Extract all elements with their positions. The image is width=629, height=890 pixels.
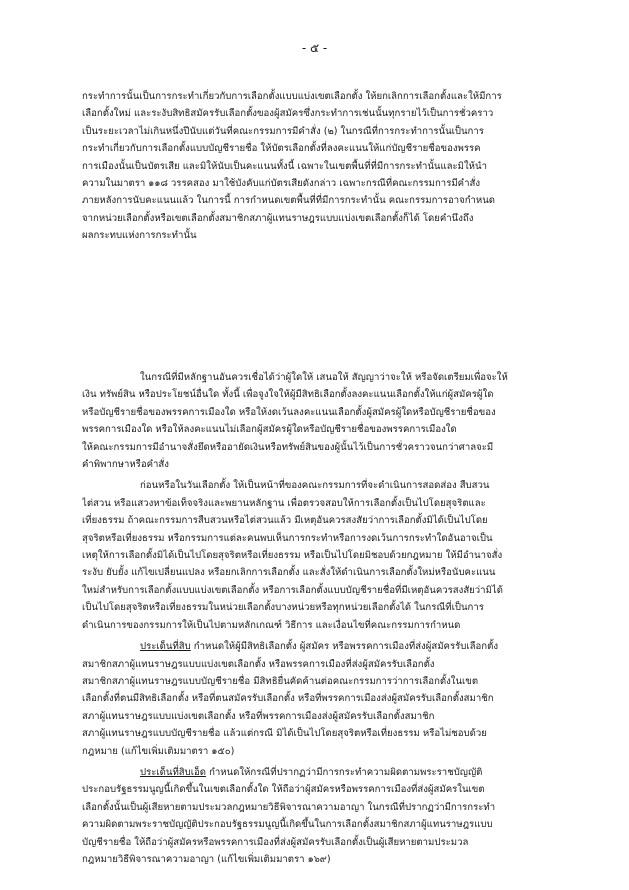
text-line: เป็นระยะเวลาไม่เกินหนึ่งปีนับแต่วันที่คณะกรรมการมีคำสั่ง (๒) ในกรณีที่การกระทำการนั้นเป็นการ [82, 125, 484, 137]
text-line: กฎหมาย (แก้ไขเพิ่มเติมมาตรา ๑๕๐) [82, 745, 235, 757]
text-line: เหตุให้การเลือกตั้งมิได้เป็นไปโดยสุจริตหรือเที่ยงธรรม หรือเป็นไปโดยมิชอบด้วยกฎหมาย ให้มีอำนาจสั่ง [82, 550, 503, 562]
text-line: เลือกตั้งนั้นเป็นผู้เสียหายตามประมวลกฎหมายวิธีพิจารณาความอาญา ในกรณีที่ปรากฏว่ามีการกระทำ [82, 801, 496, 813]
issue-heading: ประเด็นที่สิบเอ็ด [140, 766, 207, 778]
issue-first-line-text: กำหนดให้กรณีที่ปรากฏว่ามีการกระทำความผิดตามพระราชบัญญัติ [206, 766, 483, 778]
text-line: ความในมาตรา ๑๑๘ วรรคสอง มาใช้บังคับแก่บัตรเสียดังกล่าว เฉพาะกรณีที่คณะกรรมการมีคำสั่ง [82, 178, 481, 190]
text-line: การเมืองนั้นเป็นบัตรเสีย และมิให้นับเป็นคะแนนทั้งนี้ เฉพาะในเขตพื้นที่ที่มีการกระทำนั้นและมิให้นำ [82, 160, 487, 172]
text-line: เที่ยงธรรม ถ้าคณะกรรมการสืบสวนหรือไต่สวนแล้ว มีเหตุอันควรสงสัยว่าการเลือกตั้งมิได้เป็นไปโดย [82, 515, 488, 527]
text-line: ก่อนหรือในวันเลือกตั้ง ให้เป็นหน้าที่ของคณะกรรมการที่จะดำเนินการสอดส่อง สืบสวน [140, 480, 490, 492]
paragraph-1 [82, 88, 577, 365]
text-line: จากหน่วยเลือกตั้งหรือเขตเลือกตั้งสมาชิกสภาผู้แทนราษฎรแบบแบ่งเขตเลือกตั้งก็ได้ โดยคำนึงถึง [82, 212, 474, 224]
text-line: พรรคการเมืองใด หรือให้ลงคะแนนไม่เลือกผู้สมัครผู้ใดหรือบัญชีรายชื่อของพรรคการเมืองใด [82, 424, 457, 436]
text-line: บัญชีรายชื่อ ให้ถือว่าผู้สมัครหรือพรรคการเมืองที่ส่งผู้สมัครรับเลือกตั้งเป็นผู้เสียหายตามประมวล [82, 836, 469, 848]
issue-first-line-text: กำหนดให้ผู้มีสิทธิเลือกตั้ง ผู้สมัคร หรือพรรคการเมืองที่ส่งผู้สมัครรับเลือกตั้ง [190, 641, 499, 653]
text-line: สภาผู้แทนราษฎรแบบแบ่งเขตเลือกตั้ง หรือที่พรรคการเมืองส่งผู้สมัครรับเลือกตั้งสมาชิก [82, 710, 435, 722]
text-line: ให้คณะกรรมการมีอำนาจสั่งยึดหรืออายัดเงินหรือทรัพย์สินของผู้นั้นไว้เป็นการชั่วคราวจนกว่าศาลจะมี [82, 441, 494, 453]
text-line: สมาชิกสภาผู้แทนราษฎรแบบบัญชีรายชื่อ มีสิทธิยื่นคัดค้านต่อคณะกรรมการว่าการเลือกตั้งในเขต [82, 675, 479, 687]
document-body [82, 88, 577, 870]
text-line: เลือกตั้งใหม่ และระงับสิทธิสมัครรับเลือกตั้งของผู้สมัครซึ่งกระทำการเช่นนั้นทุกรายไว้เป็นการชั่วคราว [82, 108, 494, 120]
text-line: ประกอบรัฐธรรมนูญนี้เกิดขึ้นในเขตเลือกตั้งใด ให้ถือว่าผู้สมัครหรือพรรคการเมืองที่ส่งผู้สมัครในเขต [82, 784, 485, 796]
text-line: ภายหลังการนับคะแนนแล้ว ในการนี้ การกำหนดเขตพื้นที่ที่มีการกระทำนั้น คณะกรรมการอาจกำหนด [82, 195, 496, 207]
text-line: ใหม่สำหรับการเลือกตั้งแบบแบ่งเขตเลือกตั้ง หรือการเลือกตั้งแบบบัญชีรายชื่อที่มีเหตุอันควรสงสัยว่ามิได้ [82, 584, 503, 596]
text-line: กระทำเกี่ยวกับการเลือกตั้งแบบบัญชีรายชื่อ ให้บัตรเลือกตั้งที่ลงคะแนนให้แก่บัญชีรายชื่อของพรรค [82, 143, 481, 155]
text-line: เป็นไปโดยสุจริตหรือเที่ยงธรรมในหน่วยเลือกตั้งบางหน่วยหรือทุกหน่วยเลือกตั้งได้ ในกรณีที่เป็นการ [82, 602, 484, 614]
paragraph-issue-10 [82, 638, 577, 760]
text-line: ในกรณีที่มีหลักฐานอันควรเชื่อได้ว่าผู้ใดให้ เสนอให้ สัญญาว่าจะให้ หรือจัดเตรียมเพื่อจะให้ [140, 372, 508, 383]
text-line: ระงับ ยับยั้ง แก้ไขเปลี่ยนแปลง หรือยกเลิกการเลือกตั้ง และสั่งให้ดำเนินการเลือกตั้งใหม่หรือนับคะแนน [82, 567, 496, 579]
text-line: สภาผู้แทนราษฎรแบบบัญชีรายชื่อ แล้วแต่กรณี มิได้เป็นไปโดยสุจริตหรือเที่ยงธรรม หรือไม่ชอบด้วย [82, 728, 487, 740]
text-line: ไต่สวน หรือแสวงหาข้อเท็จจริงและพยานหลักฐาน เพื่อตรวจสอบให้การเลือกตั้งเป็นไปโดยสุจริตและ [82, 497, 486, 509]
paragraph-issue-11 [82, 764, 577, 868]
text-line: สุจริตหรือเที่ยงธรรม หรือกรรมการแต่ละคนพบเห็นการกระทำหรือการงดเว้นการกระทำใดอันอาจเป็น [82, 532, 493, 544]
text-line: กระทำการนั้นเป็นการกระทำเกี่ยวกับการเลือกตั้งแบบแบ่งเขตเลือกตั้ง ให้ยกเลิกการเลือกตั้งและให้มีการ [82, 91, 502, 102]
issue-first-line [82, 638, 577, 655]
text-line: กฎหมายวิธีพิจารณาความอาญา (แก้ไขเพิ่มเติมมาตรา ๑๖๙) [82, 853, 331, 865]
text-line: เงิน ทรัพย์สิน หรือประโยชน์อื่นใด ทั้งนี้ เพื่อจูงใจให้ผู้มีสิทธิเลือกตั้งลงคะแนนเลือกตั้งให้แก่ผู้สมัครผู้ใด [82, 389, 494, 401]
issue-first-line [82, 764, 577, 781]
text-line: สมาชิกสภาผู้แทนราษฎรแบบแบ่งเขตเลือกตั้ง หรือพรรคการเมืองที่ส่งผู้สมัครรับเลือกตั้ง [82, 658, 435, 670]
text-line: ดำเนินการของกรรมการให้เป็นไปตามหลักเกณฑ์ วิธีการ และเงื่อนไขที่คณะกรรมการกำหนด [82, 619, 461, 631]
page-number: - ๕ - [301, 41, 328, 55]
text-line: คำพิพากษาหรือคำสั่ง [82, 459, 169, 471]
text-line: ผลกระทบแห่งการกระทำนั้น [82, 230, 197, 242]
text-line: เลือกตั้งที่ตนมีสิทธิเลือกตั้ง หรือที่ตนสมัครรับเลือกตั้ง หรือที่พรรคการเมืองส่งผู้สมัครรับเลือกตั้งสมาชิก [82, 693, 494, 705]
paragraph-3 [82, 477, 577, 634]
text-line: ความผิดตามพระราชบัญญัติประกอบรัฐธรรมนูญนี้เกิดขึ้นในการเลือกตั้งสมาชิกสภาผู้แทนราษฎรแบบ [82, 819, 493, 831]
paragraph-2 [82, 369, 577, 473]
issue-heading: ประเด็นที่สิบ [140, 641, 191, 653]
text-line: หรือบัญชีรายชื่อของพรรคการเมืองใด หรือให้งดเว้นลงคะแนนเลือกตั้งผู้สมัครผู้ใดหรือบัญชีรายชื่อของ [82, 406, 496, 418]
